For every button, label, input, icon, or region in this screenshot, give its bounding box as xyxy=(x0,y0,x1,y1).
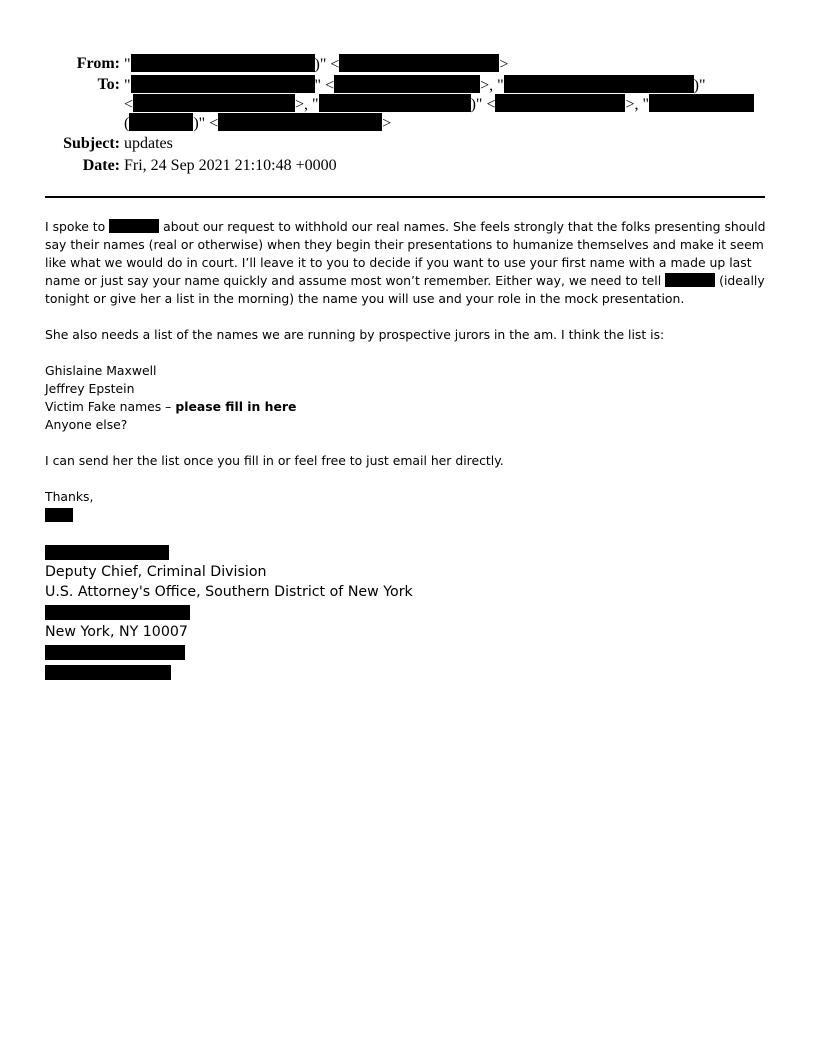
redaction-box xyxy=(504,75,694,93)
list-item: Anyone else? xyxy=(45,417,128,432)
redaction-box xyxy=(339,54,499,72)
redaction-box xyxy=(334,75,480,93)
redaction-box xyxy=(129,113,193,131)
redaction-box xyxy=(45,508,73,522)
body-text: (ideally tonight or give her a list in the morning) the name you will use and your role in the mock presentation. xyxy=(45,273,765,306)
redaction-box xyxy=(133,94,295,112)
list-item-text: Victim Fake names – xyxy=(45,399,172,414)
redaction-box xyxy=(649,94,754,112)
juror-name-list xyxy=(45,362,770,434)
body-text: I spoke to xyxy=(45,219,106,234)
signature-office: U.S. Attorney's Office, Southern District of New York xyxy=(45,584,413,600)
subject-value: updates xyxy=(124,135,173,152)
list-item: Jeffrey Epstein xyxy=(45,381,135,396)
body-paragraph-3: I can send her the list once you fill in or feel free to just email her directly. xyxy=(45,453,504,468)
redaction-box xyxy=(495,94,625,112)
redaction-box xyxy=(45,665,171,680)
to-value-line-1: " " < >, " )" xyxy=(124,77,706,94)
closing: Thanks, xyxy=(45,489,94,504)
subject-label: Subject: xyxy=(63,135,120,152)
to-label: To: xyxy=(97,76,120,93)
redaction-box xyxy=(218,113,382,131)
from-label: From: xyxy=(76,55,120,72)
redaction-box xyxy=(45,605,190,620)
date-label: Date: xyxy=(82,157,120,174)
email-header xyxy=(0,0,816,190)
to-value-line-3: ( )" < > xyxy=(124,115,392,132)
redaction-box xyxy=(131,75,315,93)
body-text: about our request to withhold our real names. She feels strongly that the folks presenting should say their names (real or otherwise) when they begin their presentations to humanize themselves and make it seem like what we would do in court. I’ll leave it to you to decide if you want to use your first name with a made up last name or just say your name quickly and assume most won’t remember. Either way, we need to tell xyxy=(45,219,766,288)
redaction-box xyxy=(45,545,169,560)
body-paragraph-2: She also needs a list of the names we are running by prospective jurors in the am. I think the list is: xyxy=(45,327,665,342)
from-value: " )" < > xyxy=(124,56,509,73)
signature-city: New York, NY 10007 xyxy=(45,624,188,640)
signature-title: Deputy Chief, Criminal Division xyxy=(45,564,267,580)
redaction-box xyxy=(665,273,715,287)
list-item: Ghislaine Maxwell xyxy=(45,363,157,378)
list-item xyxy=(45,398,770,416)
redaction-box xyxy=(45,645,185,660)
date-value: Fri, 24 Sep 2021 21:10:48 +0000 xyxy=(124,157,337,174)
body-paragraph-1 xyxy=(45,218,770,308)
to-value-line-2: < >, " )" < >, " xyxy=(124,94,754,115)
header-divider xyxy=(45,196,765,198)
redaction-box xyxy=(131,54,315,72)
email-body xyxy=(45,218,770,308)
list-item-emphasis: please fill in here xyxy=(175,399,297,414)
redaction-box xyxy=(319,94,471,112)
redaction-box xyxy=(109,219,159,233)
